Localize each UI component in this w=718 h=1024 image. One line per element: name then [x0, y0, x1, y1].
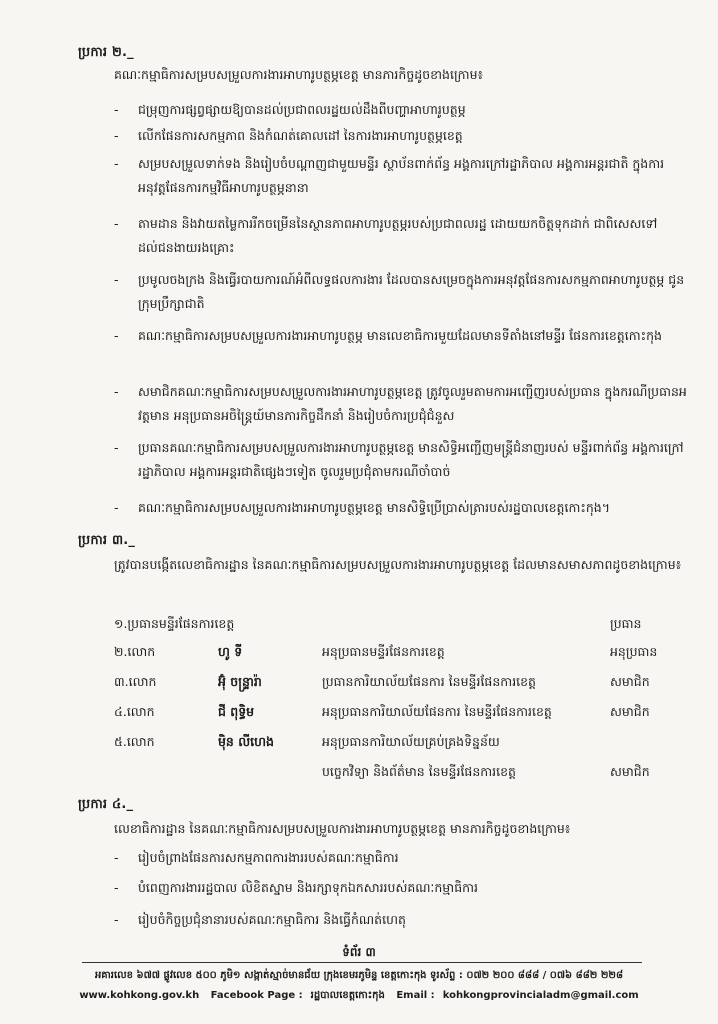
article-4-bullet: - រៀបចំកិច្ចប្រជុំនានារបស់គណៈកម្មាធិការ និងធ្វើកំណត់ហេតុ [114, 908, 689, 932]
member-position: អនុប្រធានការិយាល័យផែនការ នៃមន្ទីរផែនការខេត្ត [322, 704, 552, 719]
bullet-dash: - [114, 880, 119, 895]
article-2-intro: គណៈកម្មាធិការសម្របសម្រួលការងារអាហារូបត្ថម្ភខេត្ត មានភារកិច្ចដូចខាងក្រោម៖ [114, 67, 483, 82]
bullet-dash: - [114, 384, 119, 399]
member-name: ហូ ទី [218, 644, 243, 659]
member-role: សមាជិក [610, 764, 650, 779]
footer-contacts [0, 988, 718, 1003]
member-number: ៤.លោក [114, 704, 155, 719]
article-2-bullet: - សមាជិកគណៈកម្មាធិការសម្របសម្រួលការងារអាហារូបត្ថម្ភខេត្ត ត្រូវចូលរួមតាមការអញ្ជើញរបស់ប្រធាន ក្នុងករណីប្រធានអវត្តមាន អនុប្រធានអចិន្ត្រៃយ៍មានភារកិច្ចដឹកនាំ និងរៀបចំការប្រជុំជំនួស [114, 380, 689, 428]
member-name: អ៊ុំ ចន្ទ្រារ៉ា [218, 674, 262, 689]
footer-address: អគារលេខ ៦៧៧ ផ្លូវលេខ ៥០០ ភូមិ១ សង្កាត់ស្មាច់មានជ័យ ក្រុងខេមរភូមិន្ទ ខេត្តកោះកុង ទូរស័ព្ទ : ០៧២ ២០០ ៨៨៨ / ០៧៦ ៨៨២ ២២៨ [94, 970, 624, 981]
member-role: សមាជិក [610, 674, 650, 689]
bullet-dash: - [114, 102, 119, 117]
article-2-bullet: - គណៈកម្មាធិការសម្របសម្រួលការងារអាហារូបត្ថម្ភខេត្ត មានសិទ្ធិប្រើប្រាស់ត្រារបស់រដ្ឋបាលខេត្តកោះកុង។ [114, 496, 689, 520]
article-4-intro: លេខាធិការដ្ឋាន នៃគណៈកម្មាធិការសម្របសម្រួលការងារអាហារូបត្ថម្ភខេត្ត មានភារកិច្ចដូចខាងក្រោម៖ [114, 821, 571, 836]
member-name: ជី ពុទ្ធិម [218, 704, 255, 719]
member-role: ប្រធាន [610, 616, 642, 631]
member-row [114, 730, 704, 754]
article-4-heading: ប្រការ ៤._ [78, 797, 134, 812]
bullet-dash: - [114, 216, 119, 231]
footer-website-link[interactable]: www.kohkong.gov.kh [79, 990, 200, 1001]
article-2-bullet: - សម្របសម្រួលទាក់ទង និងរៀបចំបណ្តាញជាមួយមន្ទីរ ស្ថាប័នពាក់ព័ន្ធ អង្គការក្រៅរដ្ឋាភិបាល អង្គការអន្តរជាតិ ក្នុងការអនុវត្តផែនការកម្មវិធីអាហារូបត្ថម្ភនានា [114, 152, 689, 200]
bullet-dash: - [114, 912, 119, 927]
member-position: បច្ចេកវិទ្យា និងព័ត៌មាន នៃមន្ទីរផែនការខេត្ត [322, 764, 516, 779]
footer-facebook-value[interactable]: រដ្ឋបាលខេត្តកោះកុង [310, 990, 385, 1001]
bullet-dash: - [114, 328, 119, 343]
bullet-dash: - [114, 128, 119, 143]
member-row [114, 640, 704, 664]
page-number: ទំព័រ ៣ [342, 945, 376, 959]
bullet-dash: - [114, 500, 119, 515]
article-2-bullet: - ប្រមូលចងក្រង និងធ្វើរបាយការណ៍អំពីលទ្ធផលការងារ ដែលបានសម្រេចក្នុងការអនុវត្តផែនការសកម្មភាពអាហារូបត្ថម្ភ ជូនក្រុមប្រឹក្សាជាតិ [114, 268, 689, 316]
footer-divider [82, 962, 642, 963]
member-position: ប្រធានការិយាល័យផែនការ នៃមន្ទីរផែនការខេត្ត [322, 674, 536, 689]
footer-email-label: Email : [396, 990, 435, 1001]
article-3-intro: ត្រូវបានបង្កើតលេខាធិការដ្ឋាន នៃគណៈកម្មាធិការសម្របសម្រួលការងារអាហារូបត្ថម្ភខេត្ត ដែលមានសមាសភាពដូចខាងក្រោម៖ [114, 557, 682, 572]
article-4-bullet: - រៀបចំព្រាងផែនការសកម្មភាពការងាររបស់គណៈកម្មាធិការ [114, 846, 689, 870]
article-3-heading: ប្រការ ៣._ [78, 533, 136, 548]
article-2-bullet: - គណៈកម្មាធិការសម្របសម្រួលការងារអាហារូបត្ថម្ភ មានលេខាធិការមួយដែលមានទីតាំងនៅមន្ទីរ ផែនការខេត្តកោះកុង [114, 324, 689, 348]
footer-email-link[interactable]: kohkongprovincialadm@gmail.com [442, 990, 639, 1001]
article-2-bullet: - លើកផែនការសកម្មភាព និងកំណត់គោលដៅ នៃការងារអាហារូបត្ថម្ភខេត្ត [114, 124, 689, 148]
member-row [114, 612, 704, 636]
member-number: ២.លោក [114, 644, 156, 659]
bullet-dash: - [114, 272, 119, 287]
member-row [114, 700, 704, 724]
member-role: សមាជិក [610, 704, 650, 719]
bullet-dash: - [114, 850, 119, 865]
article-4-bullet: - បំពេញការងាររដ្ឋបាល លិខិតស្នាម និងរក្សាទុកឯកសាររបស់គណៈកម្មាធិការ [114, 876, 689, 900]
member-role: អនុប្រធាន [610, 644, 658, 659]
article-2-bullet: - តាមដាន និងវាយតម្លៃការរីកចម្រើននៃស្ថានភាពអាហារូបត្ថម្ភរបស់ប្រជាពលរដ្ឋ ដោយយកចិត្តទុកដាក់ ជាពិសេសទៅដល់ជនងាយរងគ្រោះ [114, 212, 689, 260]
bullet-dash: - [114, 440, 119, 455]
article-2-bullet: - ជម្រុញការផ្សព្វផ្សាយឱ្យបានដល់ប្រជាពលរដ្ឋយល់ដឹងពីបញ្ហាអាហារូបត្ថម្ភ [114, 98, 689, 122]
member-number: ១.ប្រធានមន្ទីរផែនការខេត្ត [114, 616, 235, 631]
member-number: ៥.លោក [114, 734, 155, 749]
member-position: អនុប្រធានមន្ទីរផែនការខេត្ត [322, 644, 445, 659]
member-row [114, 760, 704, 784]
member-number: ៣.លោក [114, 674, 157, 689]
bullet-dash: - [114, 156, 119, 171]
article-2-bullet: - ប្រធានគណៈកម្មាធិការសម្របសម្រួលការងារអាហារូបត្ថម្ភខេត្ត មានសិទ្ធិអញ្ជើញមន្ត្រីជំនាញរបស់ មន្ទីរពាក់ព័ន្ធ អង្គការក្រៅរដ្ឋាភិបាល អង្គការអន្តរជាតិផ្សេងៗទៀត ចូលរួមប្រជុំតាមករណីចាំបាច់ [114, 436, 689, 484]
member-position: អនុប្រធានការិយាល័យគ្រប់គ្រងទិន្នន័យ [322, 734, 500, 749]
article-2-heading: ប្រការ ២._ [78, 45, 134, 60]
footer-facebook-label: Facebook Page : [210, 990, 303, 1001]
member-row [114, 670, 704, 694]
member-name: ម៉ិន លីហេង [218, 734, 274, 749]
